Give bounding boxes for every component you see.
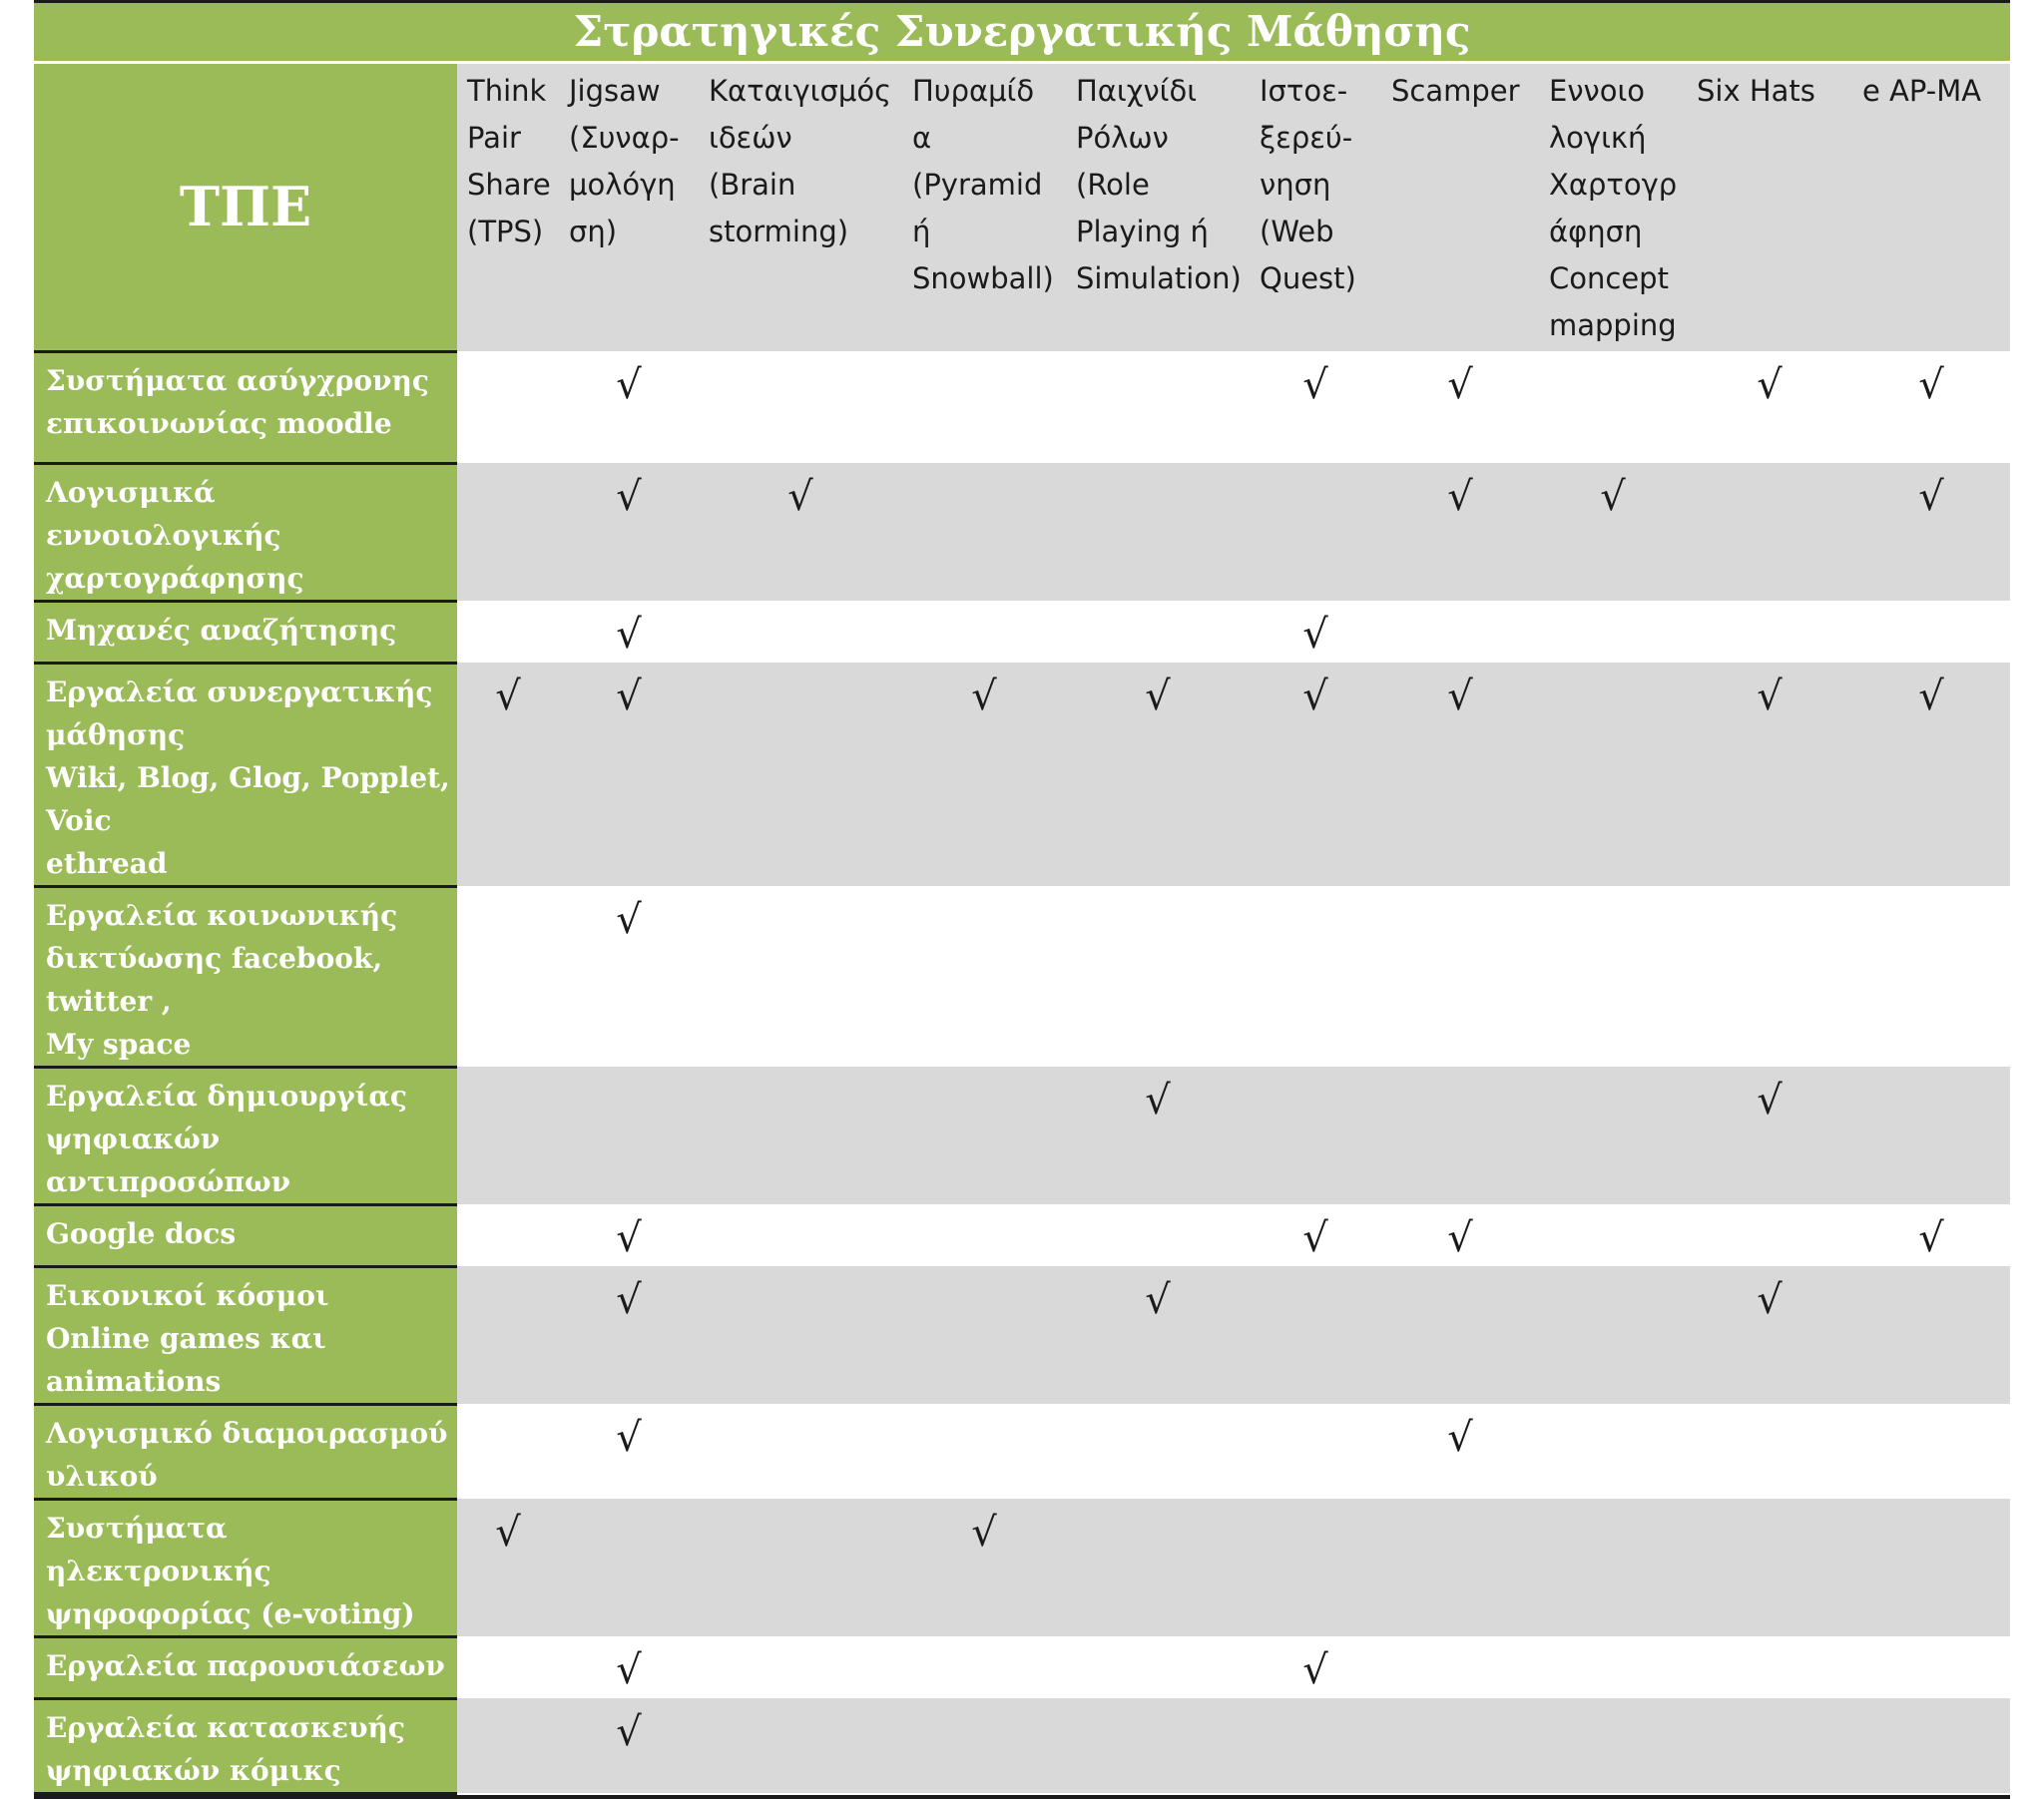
empty-cell: [699, 1266, 902, 1404]
empty-cell: [457, 1204, 559, 1266]
empty-cell: [699, 1636, 902, 1698]
table-body: [34, 351, 2010, 1793]
column-header: Καταιγισμός ιδεών (Brain storming): [699, 64, 902, 351]
column-header: Jigsaw (Συναρ- μολόγη ση): [559, 64, 699, 351]
check-mark: √: [559, 1266, 699, 1404]
empty-cell: [699, 1067, 902, 1204]
empty-cell: [699, 1204, 902, 1266]
empty-cell: [1687, 1698, 1852, 1793]
column-header: Six Hats: [1687, 64, 1852, 351]
check-mark: √: [559, 601, 699, 663]
row-header: Εικονικοί κόσμοι Online games και animations: [34, 1266, 457, 1404]
empty-cell: [457, 886, 559, 1067]
empty-cell: [902, 351, 1066, 463]
column-header: Πυραμίδ α (Pyramid ή Snowball): [902, 64, 1066, 351]
table-row: [34, 1636, 2010, 1698]
check-mark: √: [902, 663, 1066, 886]
check-mark: √: [457, 663, 559, 886]
empty-cell: [1852, 886, 2010, 1067]
check-mark: √: [1852, 1204, 2010, 1266]
empty-cell: [1539, 886, 1687, 1067]
row-header: Εργαλεία παρουσιάσεων: [34, 1636, 457, 1698]
empty-cell: [1381, 1067, 1539, 1204]
check-mark: √: [559, 1698, 699, 1793]
empty-cell: [1852, 601, 2010, 663]
empty-cell: [1381, 886, 1539, 1067]
empty-cell: [559, 1499, 699, 1636]
table-row: [34, 663, 2010, 886]
check-mark: √: [1381, 663, 1539, 886]
empty-cell: [1066, 886, 1250, 1067]
empty-cell: [1066, 1698, 1250, 1793]
check-mark: √: [1381, 1204, 1539, 1266]
empty-cell: [699, 663, 902, 886]
check-mark: √: [559, 886, 699, 1067]
empty-cell: [1852, 1499, 2010, 1636]
empty-cell: [1852, 1266, 2010, 1404]
empty-cell: [1539, 1404, 1687, 1499]
bottom-border: [34, 1795, 2010, 1799]
empty-cell: [1250, 1698, 1381, 1793]
row-header: Εργαλεία δημιουργίας ψηφιακών αντιπροσώπων: [34, 1067, 457, 1204]
empty-cell: [1066, 1499, 1250, 1636]
check-mark: √: [1687, 1067, 1852, 1204]
empty-cell: [1539, 1266, 1687, 1404]
check-mark: √: [559, 351, 699, 463]
empty-cell: [1687, 601, 1852, 663]
check-mark: √: [1250, 601, 1381, 663]
table-row: [34, 1266, 2010, 1404]
table-row: [34, 1499, 2010, 1636]
column-header: Scamper: [1381, 64, 1539, 351]
table-row: [34, 601, 2010, 663]
table-row: [34, 886, 2010, 1067]
empty-cell: [1539, 1204, 1687, 1266]
check-mark: √: [1687, 663, 1852, 886]
column-header: e AP-MA: [1852, 64, 2010, 351]
empty-cell: [1381, 601, 1539, 663]
column-header: Think Pair Share (TPS): [457, 64, 559, 351]
empty-cell: [1066, 351, 1250, 463]
empty-cell: [1066, 1204, 1250, 1266]
check-mark: √: [457, 1499, 559, 1636]
row-header: Εργαλεία συνεργατικής μάθησης Wiki, Blog, Glog, Popplet, Voic ethread: [34, 663, 457, 886]
empty-cell: [457, 1404, 559, 1499]
empty-cell: [1250, 886, 1381, 1067]
empty-cell: [1539, 1698, 1687, 1793]
empty-cell: [1539, 351, 1687, 463]
check-mark: √: [1066, 1067, 1250, 1204]
column-header: Ιστοε- ξερεύ- νηση (Web Quest): [1250, 64, 1381, 351]
empty-cell: [457, 1636, 559, 1698]
empty-cell: [699, 1698, 902, 1793]
check-mark: √: [1852, 663, 2010, 886]
column-header: Παιχνίδι Ρόλων (Role Playing ή Simulation): [1066, 64, 1250, 351]
corner-label: ΤΠΕ: [34, 64, 457, 351]
table-row: [34, 351, 2010, 463]
check-mark: √: [1381, 463, 1539, 601]
column-header: Εννοιο λογική Χαρτογρ άφηση Concept mapping: [1539, 64, 1687, 351]
empty-cell: [1687, 463, 1852, 601]
empty-cell: [902, 1404, 1066, 1499]
check-mark: √: [1250, 1204, 1381, 1266]
empty-cell: [457, 1698, 559, 1793]
check-mark: √: [1066, 663, 1250, 886]
empty-cell: [902, 1266, 1066, 1404]
empty-cell: [1539, 601, 1687, 663]
row-header: Εργαλεία κατασκευής ψηφιακών κόμικς: [34, 1698, 457, 1793]
check-mark: √: [1852, 463, 2010, 601]
empty-cell: [1066, 1636, 1250, 1698]
check-mark: √: [559, 1404, 699, 1499]
empty-cell: [902, 1698, 1066, 1793]
empty-cell: [457, 1266, 559, 1404]
header-row: [34, 64, 2010, 351]
empty-cell: [699, 886, 902, 1067]
empty-cell: [699, 1404, 902, 1499]
empty-cell: [1539, 1499, 1687, 1636]
empty-cell: [457, 601, 559, 663]
empty-cell: [457, 351, 559, 463]
empty-cell: [1381, 1698, 1539, 1793]
empty-cell: [902, 1204, 1066, 1266]
empty-cell: [1381, 1266, 1539, 1404]
row-header: Λογισμικά εννοιολογικής χαρτογράφησης: [34, 463, 457, 601]
empty-cell: [1066, 601, 1250, 663]
row-header: Google docs: [34, 1204, 457, 1266]
check-mark: √: [1381, 1404, 1539, 1499]
empty-cell: [1066, 1404, 1250, 1499]
empty-cell: [1250, 1266, 1381, 1404]
empty-cell: [1852, 1698, 2010, 1793]
row-header: Εργαλεία κοινωνικής δικτύωσης facebook, twitter , My space: [34, 886, 457, 1067]
empty-cell: [1381, 1636, 1539, 1698]
empty-cell: [1852, 1636, 2010, 1698]
empty-cell: [1852, 1067, 2010, 1204]
check-mark: √: [559, 663, 699, 886]
empty-cell: [1250, 463, 1381, 601]
empty-cell: [1687, 1499, 1852, 1636]
check-mark: √: [1687, 351, 1852, 463]
empty-cell: [699, 1499, 902, 1636]
check-mark: √: [559, 1204, 699, 1266]
empty-cell: [902, 1067, 1066, 1204]
empty-cell: [1687, 1404, 1852, 1499]
empty-cell: [1381, 1499, 1539, 1636]
row-header: Συστήματα ηλεκτρονικής ψηφοφορίας (e-voting): [34, 1499, 457, 1636]
check-mark: √: [1250, 663, 1381, 886]
empty-cell: [902, 463, 1066, 601]
empty-cell: [1250, 1067, 1381, 1204]
row-header: Μηχανές αναζήτησης: [34, 601, 457, 663]
empty-cell: [1539, 1067, 1687, 1204]
table-row: [34, 1067, 2010, 1204]
row-header: Λογισμικό διαμοιρασμού υλικού: [34, 1404, 457, 1499]
empty-cell: [902, 601, 1066, 663]
check-mark: √: [1687, 1266, 1852, 1404]
table-row: [34, 1404, 2010, 1499]
table-title: Στρατηγικές Συνεργατικής Μάθησης: [34, 0, 2010, 64]
table-row: [34, 463, 2010, 601]
check-mark: √: [559, 463, 699, 601]
check-mark: √: [1250, 351, 1381, 463]
check-mark: √: [1066, 1266, 1250, 1404]
empty-cell: [457, 463, 559, 601]
empty-cell: [1687, 1204, 1852, 1266]
check-mark: √: [699, 463, 902, 601]
row-header: Συστήματα ασύγχρονης επικοινωνίας moodle: [34, 351, 457, 463]
empty-cell: [1539, 1636, 1687, 1698]
empty-cell: [699, 601, 902, 663]
empty-cell: [902, 1636, 1066, 1698]
strategies-table-wrapper: [34, 0, 2010, 1799]
empty-cell: [457, 1067, 559, 1204]
strategies-table: [34, 64, 2010, 1795]
table-row: [34, 1204, 2010, 1266]
empty-cell: [559, 1067, 699, 1204]
empty-cell: [1250, 1499, 1381, 1636]
table-row: [34, 1698, 2010, 1793]
check-mark: √: [1381, 351, 1539, 463]
empty-cell: [1250, 1404, 1381, 1499]
check-mark: √: [1250, 1636, 1381, 1698]
empty-cell: [699, 351, 902, 463]
check-mark: √: [559, 1636, 699, 1698]
empty-cell: [902, 886, 1066, 1067]
empty-cell: [1852, 1404, 2010, 1499]
empty-cell: [1687, 1636, 1852, 1698]
check-mark: √: [902, 1499, 1066, 1636]
check-mark: √: [1539, 463, 1687, 601]
check-mark: √: [1852, 351, 2010, 463]
empty-cell: [1539, 663, 1687, 886]
empty-cell: [1687, 886, 1852, 1067]
empty-cell: [1066, 463, 1250, 601]
